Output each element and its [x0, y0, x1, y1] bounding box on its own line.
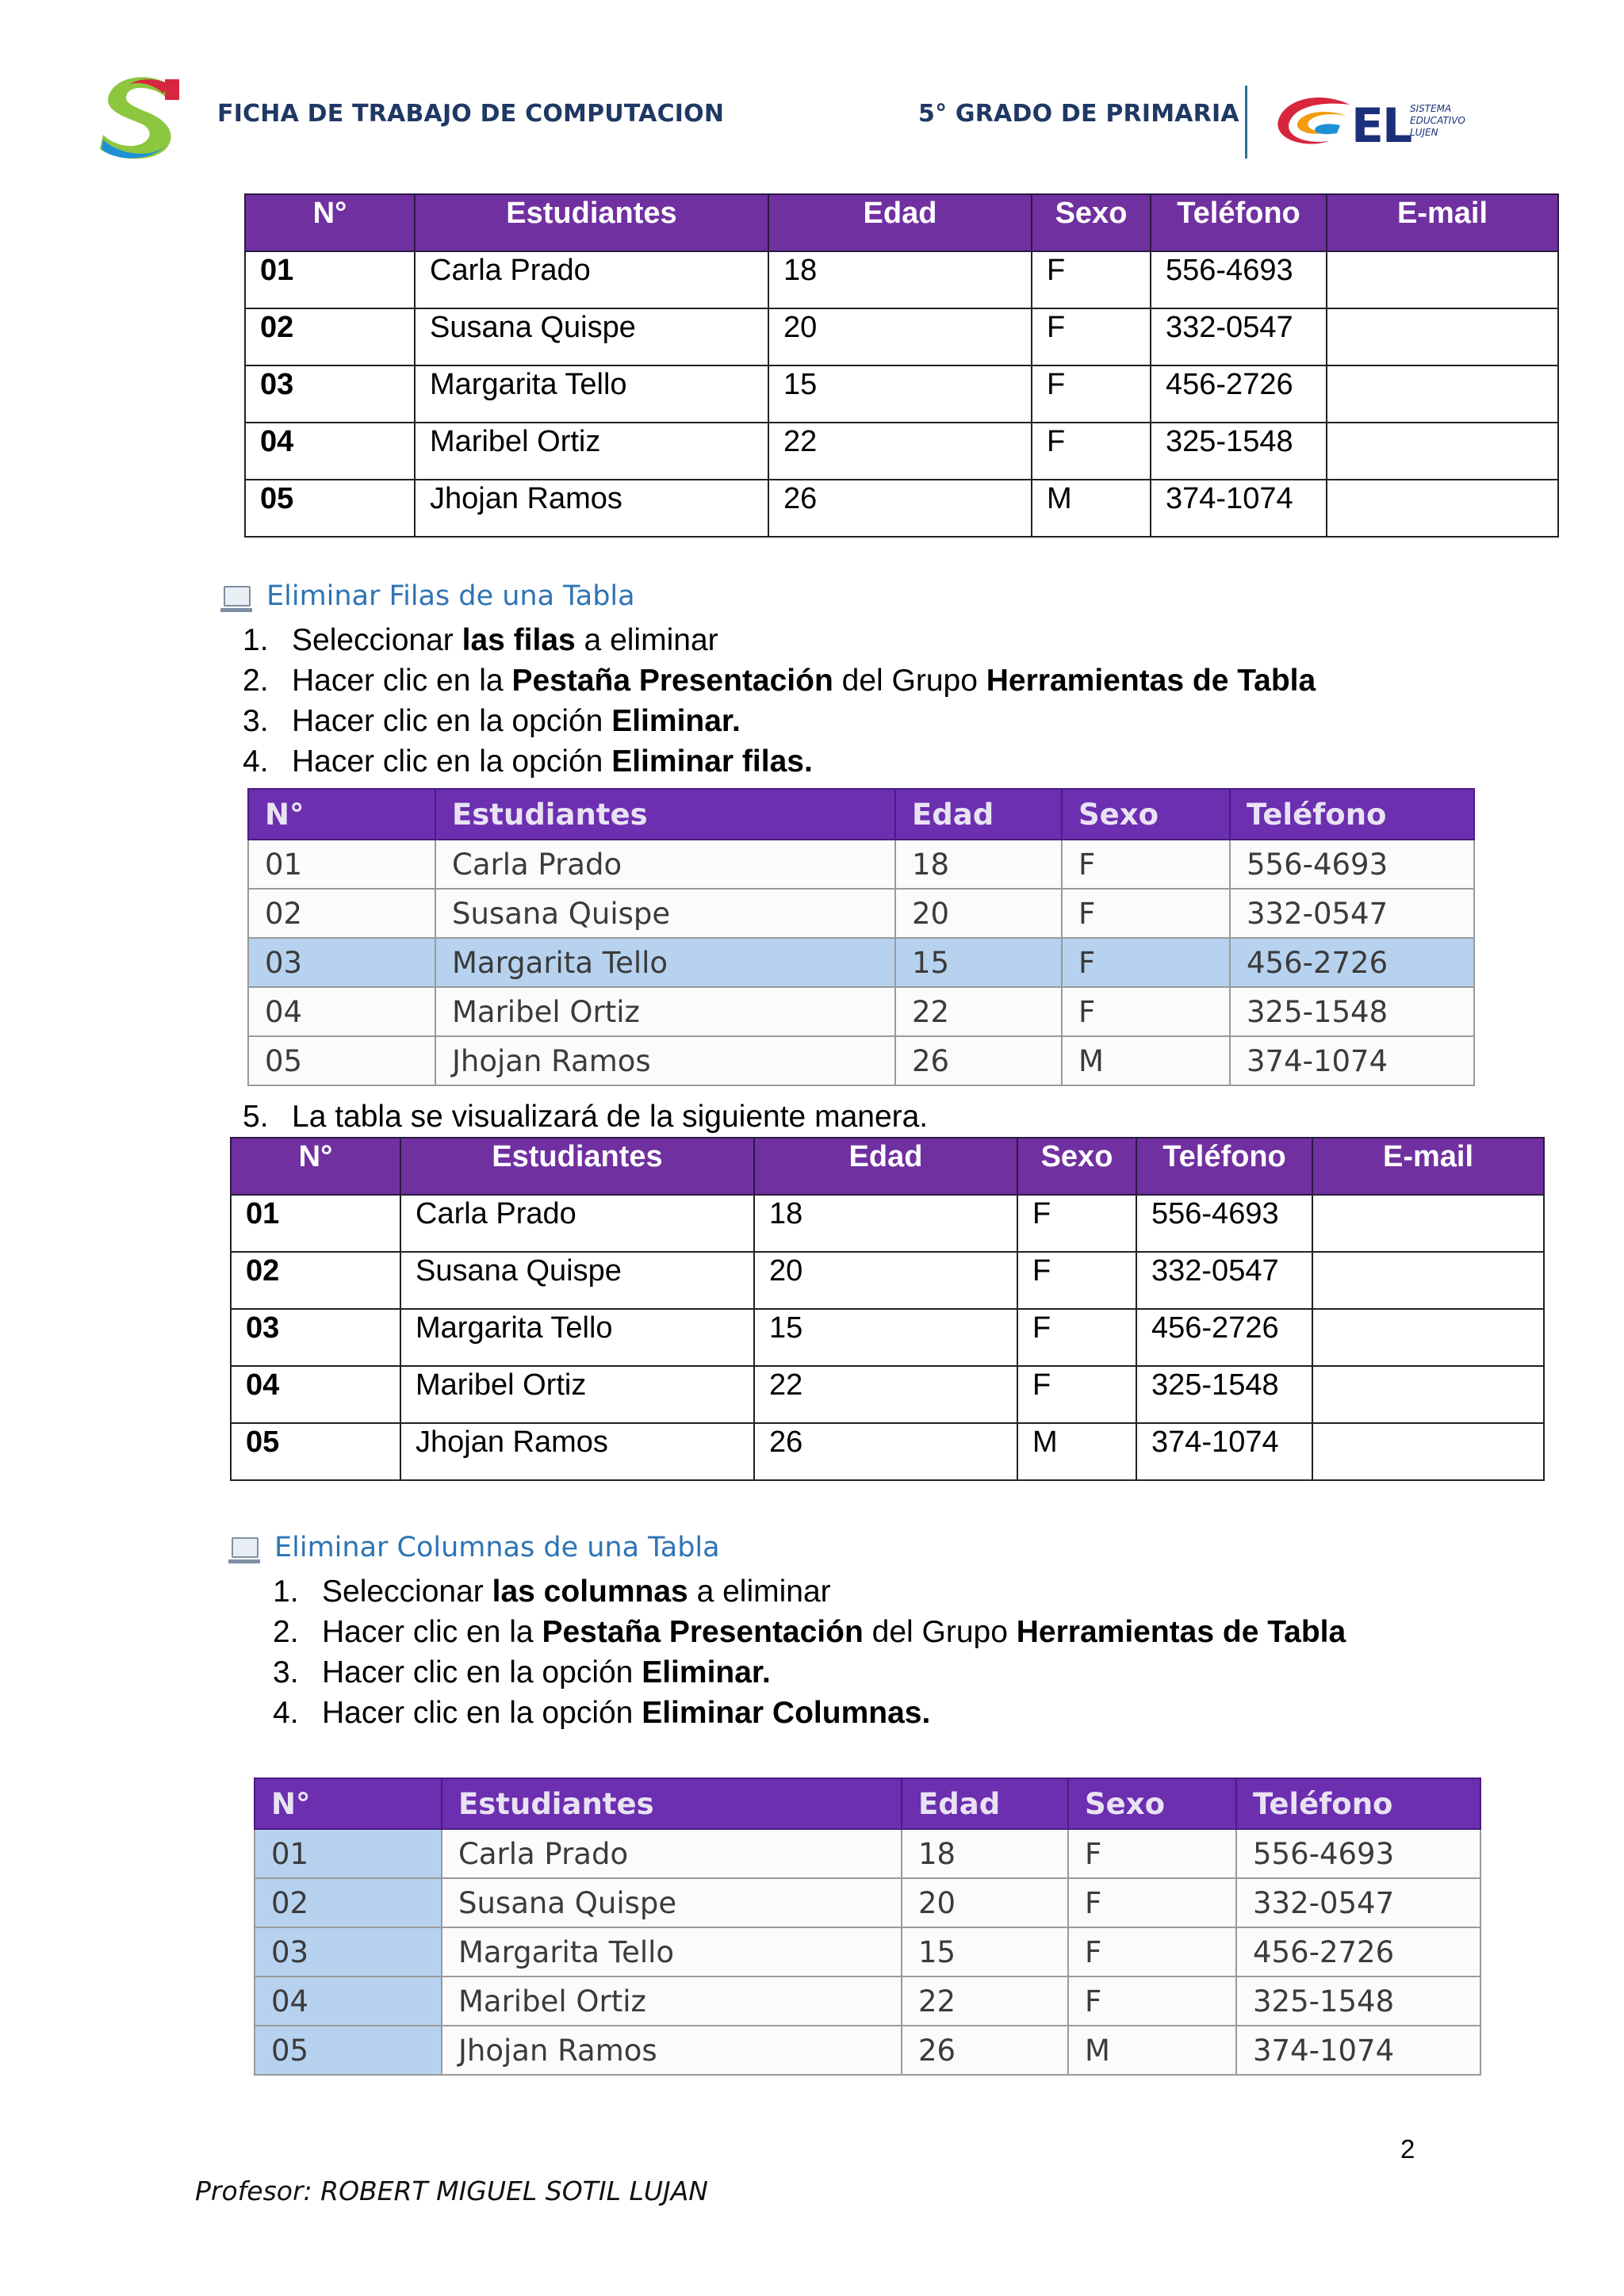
step-number: 1.: [273, 1575, 299, 1609]
table-row[interactable]: [255, 1878, 1480, 1927]
column-header: Estudiantes: [415, 194, 768, 251]
cell-sex: F: [1017, 1309, 1136, 1366]
cell-student[interactable]: Margarita Tello: [435, 938, 895, 987]
table-row[interactable]: [255, 1927, 1480, 1976]
table-row: [245, 423, 1558, 480]
computer-icon: [232, 1537, 259, 1558]
cell-age: 22: [768, 423, 1032, 480]
cell-sex: F: [1017, 1252, 1136, 1309]
step-item: [273, 1693, 1377, 1733]
cell-sex[interactable]: M: [1062, 1036, 1230, 1085]
table-row: [245, 480, 1558, 537]
column-header: Sexo: [1017, 1138, 1136, 1195]
table-row[interactable]: [255, 2026, 1480, 2075]
delete-columns-steps: [273, 1571, 1377, 1733]
screenshot-table-row-selected: [247, 788, 1475, 1086]
students-table-result: [230, 1137, 1545, 1481]
cell-phone: 374-1074: [1151, 480, 1327, 537]
step-text-bold: Herramientas de Tabla: [986, 664, 1316, 698]
cell-phone: 325-1548: [1136, 1366, 1312, 1423]
cell-email: [1312, 1309, 1544, 1366]
column-header: Edad: [754, 1138, 1017, 1195]
cell-student: Susana Quispe: [415, 308, 768, 365]
table-header-row: [248, 789, 1474, 840]
step-item: [243, 701, 1385, 741]
column-header: Sexo: [1062, 789, 1230, 840]
cell-phone[interactable]: 332-0547: [1230, 889, 1474, 938]
cell-number[interactable]: 02: [248, 889, 435, 938]
cell-student: Carla Prado: [400, 1195, 754, 1252]
institution-logo: [1245, 86, 1515, 162]
table-row[interactable]: [248, 840, 1474, 889]
cell-phone: 556-4693: [1136, 1195, 1312, 1252]
cell-age[interactable]: 18: [895, 840, 1062, 889]
cell-sex: F: [1032, 365, 1151, 423]
step-text-bold: Herramientas de Tabla: [1016, 1615, 1346, 1649]
cell-phone: 456-2726: [1136, 1309, 1312, 1366]
column-header: N°: [248, 789, 435, 840]
cell-number[interactable]: 04: [248, 987, 435, 1036]
cell-phone[interactable]: 556-4693: [1236, 1829, 1480, 1878]
cell-phone[interactable]: 556-4693: [1230, 840, 1474, 889]
step-text-bold: Pestaña Presentación: [511, 664, 833, 698]
cell-number[interactable]: 05: [248, 1036, 435, 1085]
table-row[interactable]: [248, 889, 1474, 938]
school-logo: [95, 73, 184, 166]
step-item: [273, 1571, 1377, 1612]
column-header: Teléfono: [1136, 1138, 1312, 1195]
column-header: Edad: [895, 789, 1062, 840]
cell-student[interactable]: Susana Quispe: [435, 889, 895, 938]
step-number: 2.: [243, 664, 269, 698]
students-table-full: [244, 193, 1559, 538]
step-item: [273, 1612, 1377, 1652]
cell-student[interactable]: Maribel Ortiz: [435, 987, 895, 1036]
page-number: 2: [1400, 2134, 1415, 2164]
cell-sex[interactable]: F: [1062, 938, 1230, 987]
cell-phone[interactable]: 325-1548: [1236, 1976, 1480, 2026]
cell-age[interactable]: 22: [895, 987, 1062, 1036]
table-row: [231, 1366, 1544, 1423]
column-header: N°: [255, 1778, 442, 1829]
cell-student: Maribel Ortiz: [400, 1366, 754, 1423]
cell-age: 26: [754, 1423, 1017, 1480]
cell-email: [1312, 1423, 1544, 1480]
cell-student: Maribel Ortiz: [415, 423, 768, 480]
cell-phone: 325-1548: [1151, 423, 1327, 480]
step-text-bold: Pestaña Presentación: [542, 1615, 864, 1649]
step-text: Hacer clic en la: [322, 1615, 542, 1649]
cell-student: Jhojan Ramos: [400, 1423, 754, 1480]
cell-phone[interactable]: 332-0547: [1236, 1878, 1480, 1927]
cell-number[interactable]: 03: [248, 938, 435, 987]
cell-age[interactable]: 20: [902, 1878, 1068, 1927]
cell-phone: 456-2726: [1151, 365, 1327, 423]
column-header: Estudiantes: [435, 789, 895, 840]
table-row: [245, 251, 1558, 308]
cell-number-selected[interactable]: 03: [255, 1927, 442, 1976]
cell-number: 04: [231, 1366, 400, 1423]
cell-age[interactable]: 15: [902, 1927, 1068, 1976]
cell-student: Jhojan Ramos: [415, 480, 768, 537]
cell-phone: 374-1074: [1136, 1423, 1312, 1480]
step-number: 1.: [243, 623, 269, 657]
cell-sex[interactable]: F: [1062, 987, 1230, 1036]
cell-number: 01: [231, 1195, 400, 1252]
cell-email: [1312, 1366, 1544, 1423]
cell-number-selected[interactable]: 04: [255, 1976, 442, 2026]
cell-age: 20: [754, 1252, 1017, 1309]
cell-student: Margarita Tello: [415, 365, 768, 423]
step-text: Hacer clic en la opción: [322, 1696, 642, 1730]
column-header: E-mail: [1327, 194, 1558, 251]
computer-icon: [224, 586, 251, 607]
cell-phone: 556-4693: [1151, 251, 1327, 308]
table-row-selected[interactable]: [248, 938, 1474, 987]
cell-sex: M: [1032, 480, 1151, 537]
document-title: FICHA DE TRABAJO DE COMPUTACION: [217, 100, 725, 128]
column-header: Sexo: [1068, 1778, 1236, 1829]
cell-number: 03: [231, 1309, 400, 1366]
cell-student[interactable]: Jhojan Ramos: [435, 1036, 895, 1085]
cell-number: 05: [231, 1423, 400, 1480]
cell-student[interactable]: Carla Prado: [435, 840, 895, 889]
column-header: Teléfono: [1151, 194, 1327, 251]
column-header: Teléfono: [1230, 789, 1474, 840]
cell-number[interactable]: 01: [248, 840, 435, 889]
step-text: del Grupo: [863, 1615, 1017, 1649]
cell-number: 05: [245, 480, 415, 537]
cell-age: 18: [768, 251, 1032, 308]
column-header: Edad: [902, 1778, 1068, 1829]
cell-student: Susana Quispe: [400, 1252, 754, 1309]
cell-sex[interactable]: M: [1068, 2026, 1236, 2075]
cell-student[interactable]: Susana Quispe: [442, 1878, 902, 1927]
step-text: Seleccionar: [322, 1575, 492, 1609]
column-header: Estudiantes: [400, 1138, 754, 1195]
cell-age: 22: [754, 1366, 1017, 1423]
cell-age: 18: [754, 1195, 1017, 1252]
screenshot-table-column-selected: [254, 1777, 1481, 2076]
cell-phone: 332-0547: [1136, 1252, 1312, 1309]
delete-rows-steps: [243, 620, 1385, 782]
cell-age[interactable]: 26: [895, 1036, 1062, 1085]
cell-sex: F: [1032, 423, 1151, 480]
table-row: [231, 1423, 1544, 1480]
cell-sex: F: [1017, 1195, 1136, 1252]
step-text: a eliminar: [688, 1575, 831, 1609]
cell-student[interactable]: Margarita Tello: [442, 1927, 902, 1976]
table-row: [245, 308, 1558, 365]
cell-sex: M: [1017, 1423, 1136, 1480]
table-row: [245, 365, 1558, 423]
step-text: Hacer clic en la opción: [322, 1655, 642, 1689]
table-header-row: [255, 1778, 1480, 1829]
table-header-row: [245, 194, 1558, 251]
cell-student[interactable]: Carla Prado: [442, 1829, 902, 1878]
cell-student[interactable]: Maribel Ortiz: [442, 1976, 902, 2026]
cell-email: [1327, 365, 1558, 423]
cell-age[interactable]: 18: [902, 1829, 1068, 1878]
cell-number-selected[interactable]: 02: [255, 1878, 442, 1927]
cell-sex[interactable]: F: [1062, 889, 1230, 938]
step-number: 4.: [273, 1696, 299, 1730]
cell-number: 01: [245, 251, 415, 308]
cell-email: [1327, 480, 1558, 537]
cell-number-selected[interactable]: 05: [255, 2026, 442, 2075]
cell-number: 02: [245, 308, 415, 365]
cell-phone[interactable]: 456-2726: [1236, 1927, 1480, 1976]
step-text: a eliminar: [575, 623, 718, 657]
cell-email: [1327, 308, 1558, 365]
column-header: Teléfono: [1236, 1778, 1480, 1829]
grade-label: 5° GRADO DE PRIMARIA: [918, 100, 1239, 128]
step-text: Hacer clic en la: [292, 664, 512, 698]
cell-sex: F: [1032, 251, 1151, 308]
cell-sex: F: [1017, 1366, 1136, 1423]
step-item: [273, 1652, 1377, 1693]
cell-age[interactable]: 15: [895, 938, 1062, 987]
table-row[interactable]: [248, 987, 1474, 1036]
step-number: 3.: [243, 704, 269, 738]
step-number: 3.: [273, 1655, 299, 1689]
table-row[interactable]: [255, 1829, 1480, 1878]
step-text-bold: las filas: [462, 623, 576, 657]
cell-sex[interactable]: F: [1062, 840, 1230, 889]
cell-age[interactable]: 20: [895, 889, 1062, 938]
table-row[interactable]: [255, 1976, 1480, 2026]
cell-email: [1312, 1195, 1544, 1252]
logo-el-text: EL: [1351, 98, 1411, 154]
table-header-row: [231, 1138, 1544, 1195]
cell-phone[interactable]: 456-2726: [1230, 938, 1474, 987]
cell-email: [1327, 251, 1558, 308]
step-number: 4.: [243, 744, 269, 779]
cell-age: 15: [768, 365, 1032, 423]
footer-teacher: Profesor: ROBERT MIGUEL SOTIL LUJAN: [195, 2175, 708, 2206]
cell-sex[interactable]: F: [1068, 1829, 1236, 1878]
cell-number-selected[interactable]: 01: [255, 1829, 442, 1878]
cell-number: 02: [231, 1252, 400, 1309]
cell-age[interactable]: 22: [902, 1976, 1068, 2026]
step-text-bold: Eliminar Columnas.: [642, 1696, 931, 1730]
cell-email: [1312, 1252, 1544, 1309]
cell-sex[interactable]: F: [1068, 1878, 1236, 1927]
column-header: E-mail: [1312, 1138, 1544, 1195]
cell-student[interactable]: Jhojan Ramos: [442, 2026, 902, 2075]
cell-sex[interactable]: F: [1068, 1927, 1236, 1976]
cell-sex: F: [1032, 308, 1151, 365]
cell-student: Margarita Tello: [400, 1309, 754, 1366]
cell-email: [1327, 423, 1558, 480]
column-header: Edad: [768, 194, 1032, 251]
cell-age: 20: [768, 308, 1032, 365]
cell-age: 15: [754, 1309, 1017, 1366]
cell-age: 26: [768, 480, 1032, 537]
cell-sex[interactable]: F: [1068, 1976, 1236, 2026]
table-row: [231, 1309, 1544, 1366]
column-header: Sexo: [1032, 194, 1151, 251]
step-item: [243, 620, 1385, 660]
logo-subtitle: SISTEMA EDUCATIVO LUJEN: [1410, 103, 1465, 138]
cell-number: 03: [245, 365, 415, 423]
cell-phone: 332-0547: [1151, 308, 1327, 365]
section-heading-delete-columns: Eliminar Columnas de una Tabla: [232, 1532, 720, 1563]
table-row: [231, 1252, 1544, 1309]
step-text: del Grupo: [833, 664, 986, 698]
step-item: [243, 660, 1385, 701]
step-text-bold: Eliminar.: [642, 1655, 771, 1689]
cell-age[interactable]: 26: [902, 2026, 1068, 2075]
cell-number: 04: [245, 423, 415, 480]
step-item: [243, 741, 1385, 782]
step-text: Hacer clic en la opción: [292, 704, 612, 738]
cell-student: Carla Prado: [415, 251, 768, 308]
step-text-bold: Eliminar filas.: [611, 744, 813, 779]
step-5: 5. La tabla se visualizará de la siguiente manera.: [243, 1100, 929, 1134]
cell-phone[interactable]: 325-1548: [1230, 987, 1474, 1036]
swirl-logo-icon: [1274, 94, 1353, 154]
cell-phone[interactable]: 374-1074: [1236, 2026, 1480, 2075]
cell-phone[interactable]: 374-1074: [1230, 1036, 1474, 1085]
step-text: Seleccionar: [292, 623, 462, 657]
step-text: Hacer clic en la opción: [292, 744, 612, 779]
column-header: N°: [245, 194, 415, 251]
section-heading-delete-rows: Eliminar Filas de una Tabla: [224, 580, 635, 612]
column-header: Estudiantes: [442, 1778, 902, 1829]
column-header: N°: [231, 1138, 400, 1195]
table-row[interactable]: [248, 1036, 1474, 1085]
step-number: 2.: [273, 1615, 299, 1649]
step-text-bold: Eliminar.: [611, 704, 741, 738]
step-text-bold: las columnas: [492, 1575, 688, 1609]
table-row: [231, 1195, 1544, 1252]
